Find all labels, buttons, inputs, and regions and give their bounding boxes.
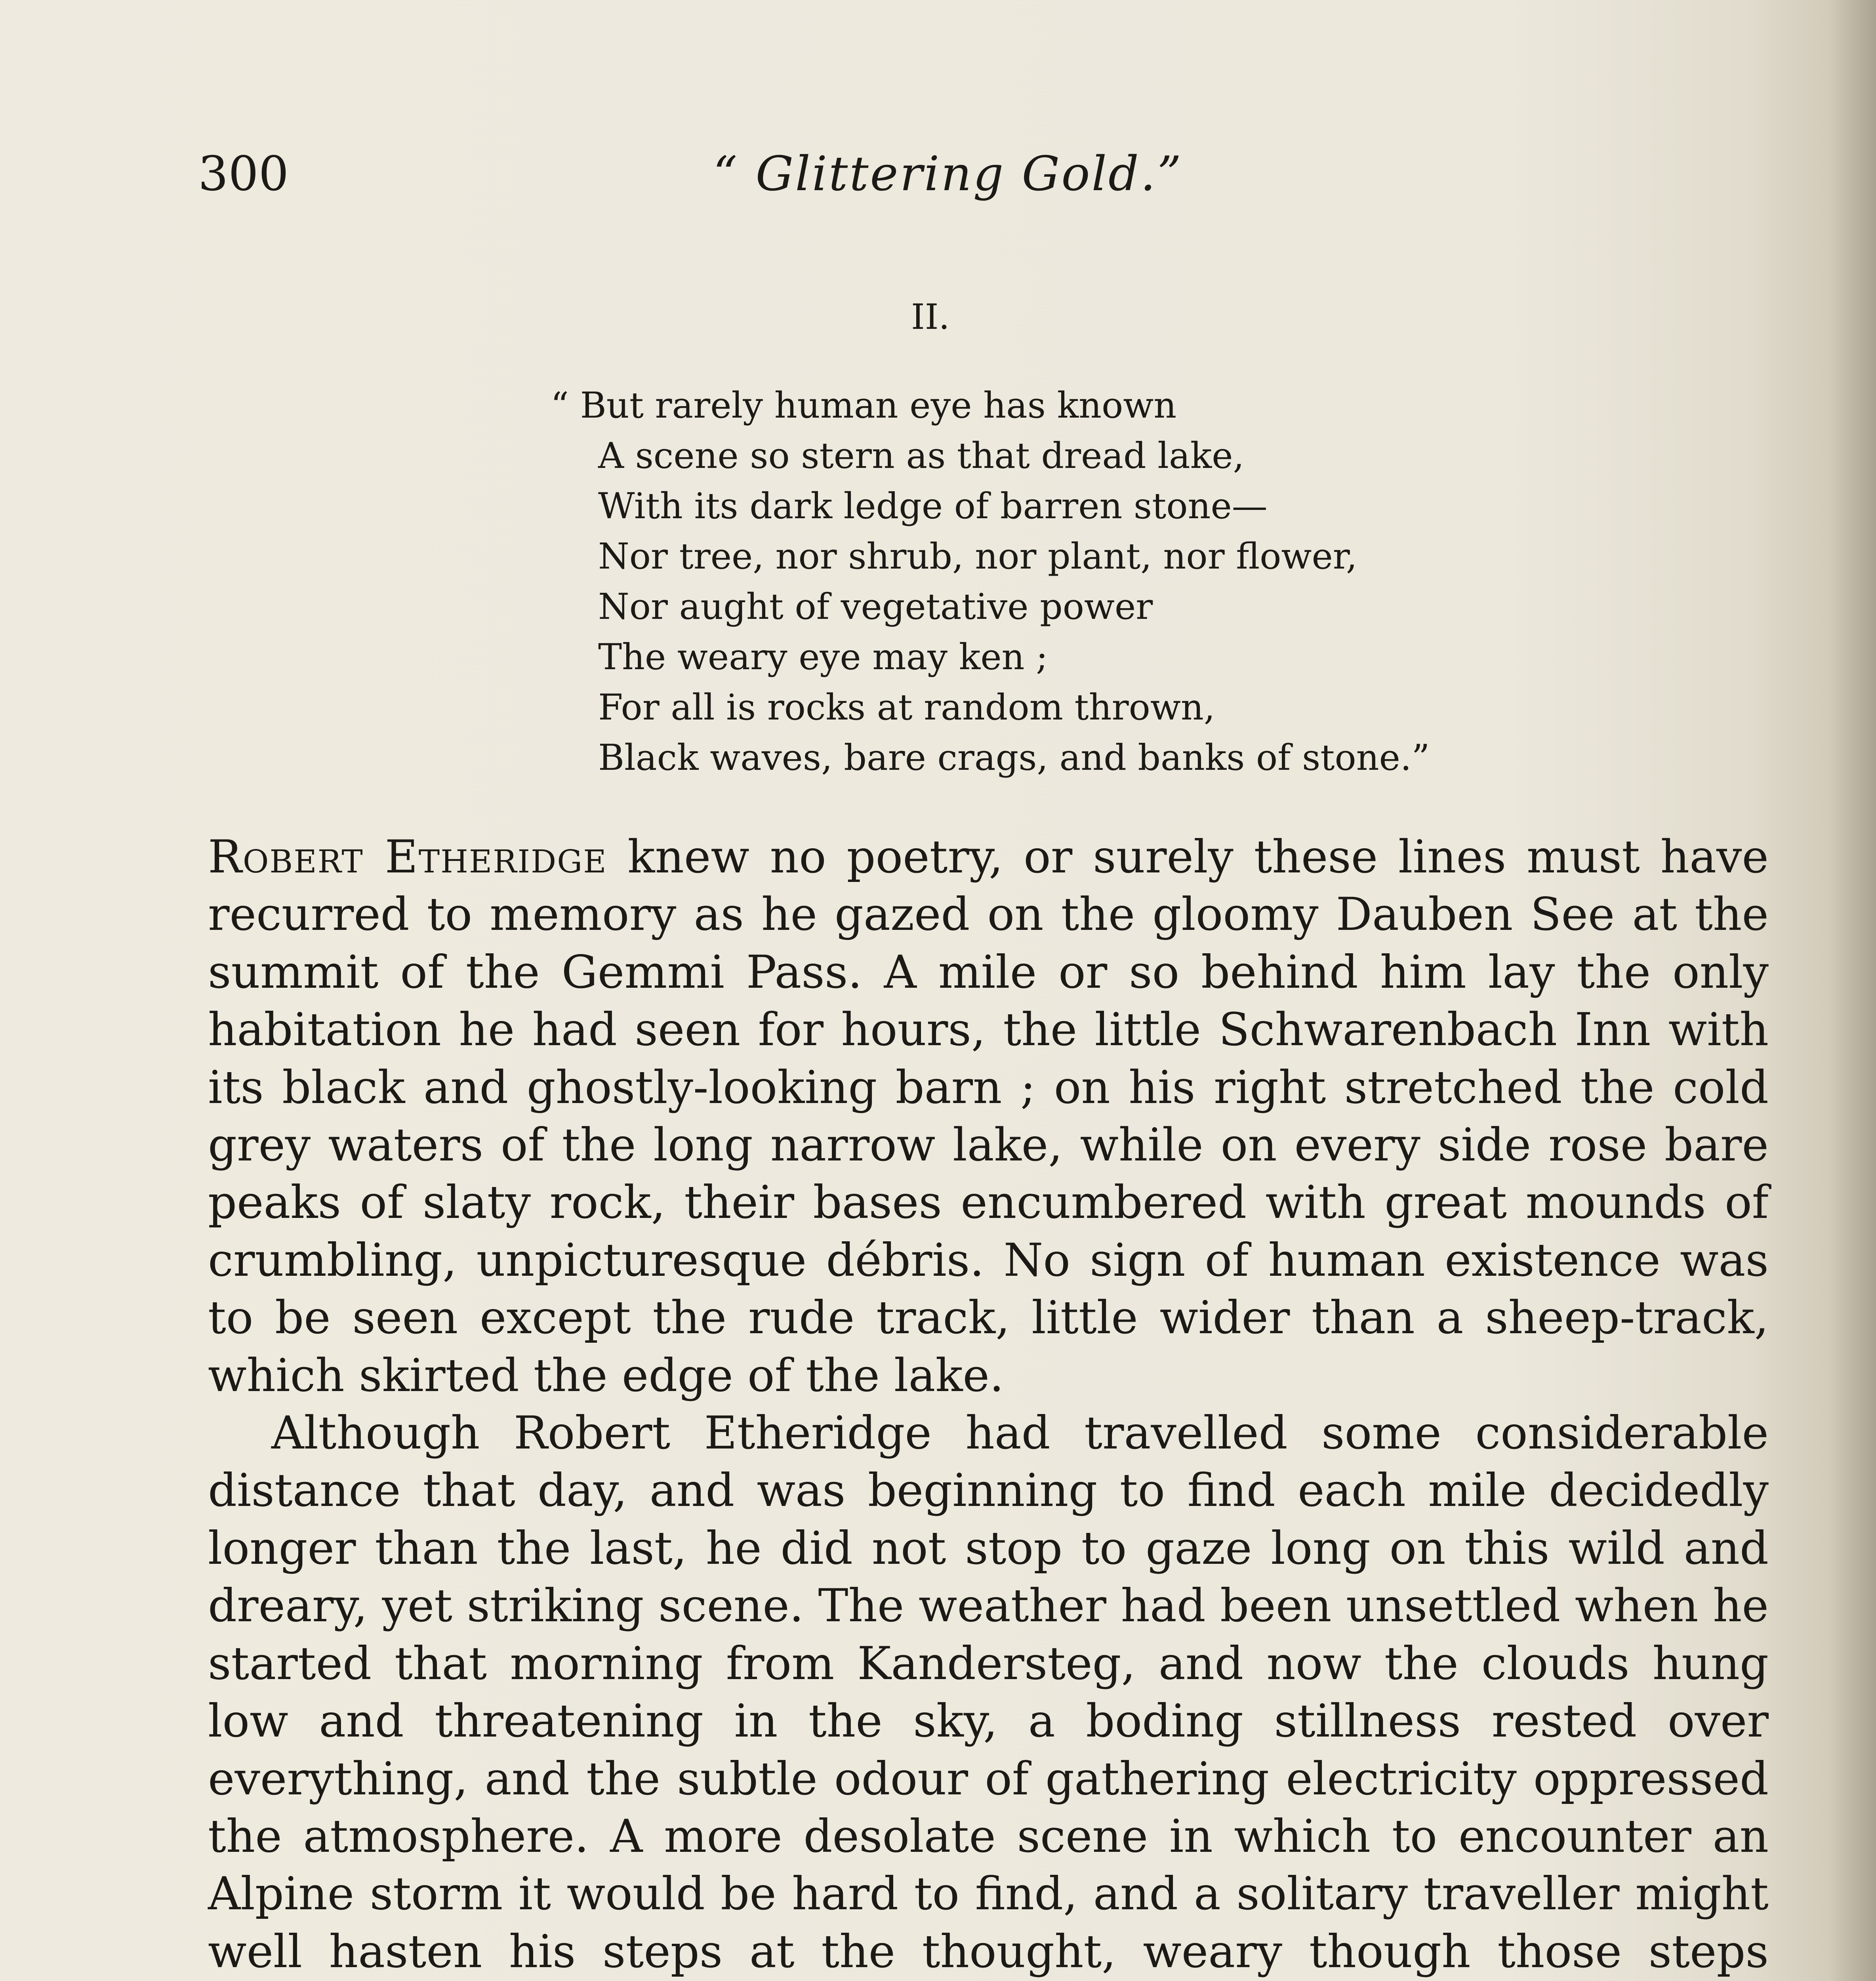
- running-header: [198, 143, 1790, 206]
- poem-line: Black waves, bare crags, and banks of stone.”: [598, 737, 1430, 779]
- paragraph-lead-name: Robert Etheridge: [208, 830, 607, 883]
- poem-line: Nor aught of vegetative power: [598, 586, 1153, 628]
- page-number: 300: [198, 147, 289, 202]
- paragraph: Although Robert Etheridge had travelled some considerable distance that day, and was beginning to find each mile decidedly longer than the last, he did not stop to gaze long on this wild and dreary, yet striking scene. The weather had been unsettled when he started that morning from Kandersteg, and now the clouds hung low and threatening in the sky, a boding stillness rested over everything, and the subtle odour of gathering electricity oppressed the atmosphere. A more desolate scene in which to encounter an Alpine storm it would be hard to find, and a solitary traveller might well hasten his steps at the thought, weary though those steps: [208, 1407, 1769, 1978]
- running-title: “ Glittering Gold.”: [713, 147, 1183, 202]
- poem-line: A scene so stern as that dread lake,: [598, 435, 1245, 477]
- poem-line: “ But rarely human eye has known: [551, 385, 1177, 426]
- poem-line: With its dark ledge of barren stone—: [598, 485, 1268, 527]
- poem-line: Nor tree, nor shrub, nor plant, nor flower,: [598, 536, 1357, 577]
- paragraph: [208, 828, 1769, 1404]
- epigraph-poem: [551, 380, 1580, 783]
- paragraph-text: knew no poetry, or surely these lines must have recurred to memory as he gazed on the gloomy Dauben See at the summit of the Gemmi Pass. A mile or so behind him lay the only habitation he had seen for hours, the little Schwarenbach Inn with its black and ghostly-looking barn ; on his right stretched the cold grey waters of the long narrow lake, while on every side rose bare peaks of slaty rock, their bases encumbered with great mounds of crumbling, unpicturesque débris. No sign of human existence was to be seen except the rude track, little wider than a sheep-track, which skirted the edge of the lake.: [208, 830, 1769, 1402]
- body-text: [208, 828, 1769, 1981]
- section-number: II.: [911, 296, 950, 337]
- poem-line: For all is rocks at random thrown,: [598, 687, 1215, 728]
- poem-line: The weary eye may ken ;: [598, 636, 1048, 678]
- binding-shadow: [1828, 0, 1876, 1981]
